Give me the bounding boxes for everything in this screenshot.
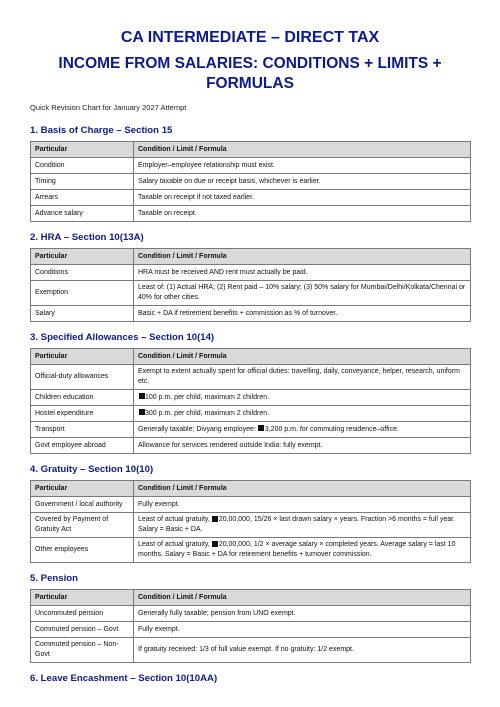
table-row bbox=[31, 281, 471, 306]
particular-cell: Hostel expenditure bbox=[31, 406, 134, 422]
header-particular: Particular bbox=[31, 590, 134, 606]
table-row bbox=[31, 438, 471, 454]
document-subject-title bbox=[30, 54, 470, 94]
specified-allowances-table bbox=[30, 348, 471, 454]
pension-table bbox=[30, 589, 471, 663]
rupee-symbol-icon bbox=[139, 409, 145, 415]
particular-cell: Transport bbox=[31, 422, 134, 438]
rupee-symbol-icon bbox=[258, 425, 264, 431]
particular-cell: Uncommuted pension bbox=[31, 606, 134, 622]
table-row bbox=[31, 158, 471, 174]
header-particular: Particular bbox=[31, 481, 134, 497]
header-condition: Condition / Limit / Formula bbox=[134, 142, 471, 158]
rupee-symbol-icon bbox=[139, 393, 145, 399]
particular-cell: Government / local authority bbox=[31, 497, 134, 513]
table-row bbox=[31, 206, 471, 222]
detail-cell: Salary taxable on due or receipt basis, whichever is earlier. bbox=[134, 174, 471, 190]
detail-cell: Employer–employee relationship must exist. bbox=[134, 158, 471, 174]
hra-table bbox=[30, 248, 471, 322]
table-row bbox=[31, 497, 471, 513]
detail-text: Generally taxable; Divyang employee: bbox=[138, 425, 258, 433]
particular-cell: Official-duty allowances bbox=[31, 365, 134, 390]
table-header-row bbox=[31, 481, 471, 497]
table-row bbox=[31, 538, 471, 563]
detail-cell: HRA must be received AND rent must actually be paid. bbox=[134, 265, 471, 281]
detail-cell: Fully exempt. bbox=[134, 622, 471, 638]
detail-text: 20,00,000, 1/2 × average salary × completed years. Average salary = last 10 months. Salary = Basic + DA for retirement benefits + turnover commission. bbox=[138, 541, 456, 558]
rupee-symbol-icon bbox=[212, 516, 218, 522]
document-subtitle: Quick Revision Chart for January 2027 Attempt bbox=[30, 103, 187, 112]
header-particular: Particular bbox=[31, 142, 134, 158]
detail-cell: Taxable on receipt if not taxed earlier. bbox=[134, 190, 471, 206]
particular-cell: Other employees bbox=[31, 538, 134, 563]
particular-cell: Arrears bbox=[31, 190, 134, 206]
detail-text: Least of actual gratuity, bbox=[138, 541, 212, 548]
detail-cell: Least of: (1) Actual HRA; (2) Rent paid – 10% salary; (3) 50% salary for Mumbai/Delhi/Kolkata/Chennai or 40% for other cities. bbox=[134, 281, 471, 306]
particular-cell: Exemption bbox=[31, 281, 134, 306]
table-row bbox=[31, 406, 471, 422]
table-row bbox=[31, 174, 471, 190]
particular-cell: Advance salary bbox=[31, 206, 134, 222]
particular-cell: Children education bbox=[31, 390, 134, 406]
table-header-row bbox=[31, 590, 471, 606]
detail-text: 20,00,000, 15/26 × last drawn salary × years. Fraction >6 months = full year. Salary = Basic + DA. bbox=[138, 516, 456, 533]
detail-text: 300 p.m. per child, maximum 2 children. bbox=[145, 409, 270, 417]
header-condition: Condition / Limit / Formula bbox=[134, 349, 471, 365]
header-condition: Condition / Limit / Formula bbox=[134, 590, 471, 606]
document-title: CA INTERMEDIATE – DIRECT TAX bbox=[120, 29, 380, 46]
detail-cell: If gratuity received: 1/3 of full value exempt. If no gratuity: 1/2 exempt. bbox=[134, 638, 471, 663]
table-row bbox=[31, 190, 471, 206]
particular-cell: Govt employee abroad bbox=[31, 438, 134, 454]
gratuity-table bbox=[30, 480, 471, 563]
particular-cell: Timing bbox=[31, 174, 134, 190]
rupee-symbol-icon bbox=[212, 541, 218, 547]
header-particular: Particular bbox=[31, 349, 134, 365]
section-heading-pension: 5. Pension bbox=[30, 573, 78, 584]
table-row bbox=[31, 422, 471, 438]
section-heading-leave-encashment: 6. Leave Encashment – Section 10(10AA) bbox=[30, 673, 218, 684]
subject-title-line-2: FORMULAS bbox=[206, 75, 294, 92]
table-row bbox=[31, 606, 471, 622]
table-header-row bbox=[31, 142, 471, 158]
particular-cell: Conditions bbox=[31, 265, 134, 281]
detail-cell: Exempt to extent actually spent for official duties: travelling, daily, conveyance, helper, research, uniform etc. bbox=[134, 365, 471, 390]
particular-cell: Commuted pension – Govt bbox=[31, 622, 134, 638]
table-row bbox=[31, 390, 471, 406]
detail-text: Least of actual gratuity, bbox=[138, 516, 212, 523]
section-heading-hra: 2. HRA – Section 10(13A) bbox=[30, 232, 144, 243]
particular-cell: Salary bbox=[31, 306, 134, 322]
particular-cell: Covered by Payment of Gratuity Act bbox=[31, 513, 134, 538]
detail-cell: Fully exempt. bbox=[134, 497, 471, 513]
section-heading-gratuity: 4. Gratuity – Section 10(10) bbox=[30, 464, 154, 475]
detail-cell bbox=[134, 513, 471, 538]
table-row bbox=[31, 265, 471, 281]
table-row bbox=[31, 638, 471, 663]
detail-cell: Allowance for services rendered outside India: fully exempt. bbox=[134, 438, 471, 454]
detail-cell bbox=[134, 390, 471, 406]
table-header-row bbox=[31, 349, 471, 365]
header-particular: Particular bbox=[31, 249, 134, 265]
table-row bbox=[31, 306, 471, 322]
header-condition: Condition / Limit / Formula bbox=[134, 249, 471, 265]
detail-text: 100 p.m. per child, maximum 2 children. bbox=[145, 393, 270, 401]
particular-cell: Condition bbox=[31, 158, 134, 174]
detail-cell: Generally fully taxable; pension from UNO exempt. bbox=[134, 606, 471, 622]
subject-title-line-1: INCOME FROM SALARIES: CONDITIONS + LIMITS + bbox=[58, 55, 442, 72]
table-row bbox=[31, 365, 471, 390]
table-row bbox=[31, 622, 471, 638]
detail-text: 3,200 p.m. for commuting residence–office. bbox=[264, 425, 399, 433]
detail-cell: Taxable on receipt. bbox=[134, 206, 471, 222]
basis-of-charge-table bbox=[30, 141, 471, 222]
table-row bbox=[31, 513, 471, 538]
header-condition: Condition / Limit / Formula bbox=[134, 481, 471, 497]
detail-cell bbox=[134, 422, 471, 438]
particular-cell: Commuted pension – Non-Govt bbox=[31, 638, 134, 663]
detail-cell bbox=[134, 538, 471, 563]
section-heading-specified-allowances: 3. Specified Allowances – Section 10(14) bbox=[30, 332, 215, 343]
detail-cell: Basic + DA if retirement benefits + commission as % of turnover. bbox=[134, 306, 471, 322]
table-header-row bbox=[31, 249, 471, 265]
section-heading-basis-of-charge: 1. Basis of Charge – Section 15 bbox=[30, 125, 173, 136]
detail-cell bbox=[134, 406, 471, 422]
